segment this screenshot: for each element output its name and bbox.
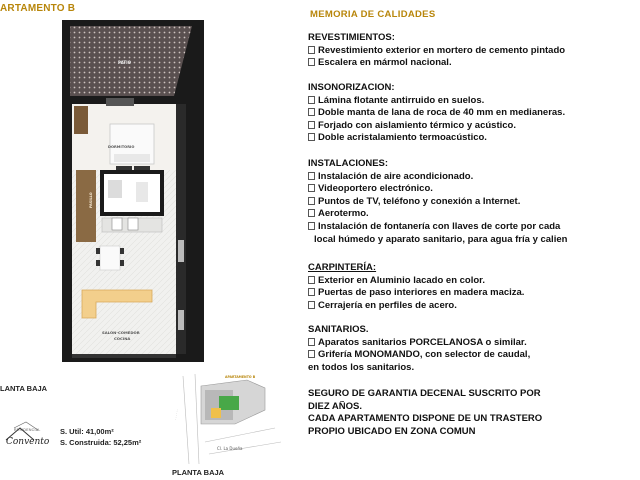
section-heading: INSTALACIONES: — [308, 158, 389, 169]
site-minimap — [165, 368, 285, 466]
footer-line: DIEZ AÑOS. — [308, 400, 363, 412]
checkbox-icon — [308, 172, 315, 180]
section-heading: INSONORIZACION: — [308, 82, 395, 93]
checkbox-icon — [308, 58, 315, 66]
minimap-street: Cl. La Dueña — [217, 446, 243, 451]
checkbox-icon — [308, 338, 315, 346]
floor-plan-drawing — [62, 20, 204, 362]
footer-line: PROPIO UBICADO EN ZONA COMUN — [308, 425, 476, 437]
list-item: Grifería MONOMANDO, con selector de caudal, — [308, 349, 640, 362]
checkbox-icon — [308, 133, 315, 141]
superficie-util: S. Util: 41,00m² — [60, 427, 114, 436]
section-instalaciones — [308, 158, 640, 246]
label-patio: PATIO — [118, 60, 131, 65]
list-item: Aparatos sanitarios PORCELANOSA o similar. — [308, 337, 640, 350]
footer-notes — [308, 388, 640, 438]
checkbox-icon — [308, 46, 315, 54]
svg-text:· · · · · ·: · · · · · · — [173, 409, 180, 421]
section-sanitarios — [308, 324, 640, 374]
label-salon: SALON-COMEDOR — [102, 330, 140, 335]
list-item: Doble acristalamiento termoacústico. — [308, 132, 640, 145]
checkbox-icon — [308, 96, 315, 104]
list-item: Instalación de fontanería con llaves de corte por cada — [308, 221, 640, 234]
list-item: Aerotermo. — [308, 208, 640, 221]
label-cocina: COCINA — [114, 336, 131, 341]
section-revestimientos — [308, 32, 640, 70]
patio-area — [70, 26, 192, 96]
section-heading: SANITARIOS. — [308, 324, 369, 335]
list-item: Puertas de paso interiores en madera maciza. — [308, 287, 640, 300]
floor-plan-panel — [0, 0, 290, 480]
list-item: Exterior en Aluminio lacado en color. — [308, 275, 640, 288]
checkbox-icon — [308, 121, 315, 129]
list-item: Lámina flotante antirruido en suelos. — [308, 95, 640, 108]
list-item: Forjado con aislamiento térmico y acústico. — [308, 120, 640, 133]
list-item: Instalación de aire acondicionado. — [308, 171, 640, 184]
superficie-construida: S. Construida: 52,25m² — [60, 438, 142, 447]
footer-line: CADA APARTAMENTO DISPONE DE UN TRASTERO — [308, 413, 543, 425]
label-dormitorio: DORMITORIO — [108, 145, 135, 149]
list-item-continuation: en todos los sanitarios. — [308, 361, 415, 373]
checkbox-icon — [308, 222, 315, 230]
list-item: Doble manta de lana de roca de 40 mm en medianeras. — [308, 107, 640, 120]
checkbox-icon — [308, 350, 315, 358]
checkbox-icon — [308, 209, 315, 217]
section-insonorizacion — [308, 82, 640, 145]
checkbox-icon — [308, 288, 315, 296]
label-pasillo: PASILLO — [89, 192, 93, 208]
checkbox-icon — [308, 301, 315, 309]
list-item: Videoportero electrónico. — [308, 183, 640, 196]
list-item: Revestimiento exterior en mortero de cemento pintado — [308, 45, 640, 58]
planta-baja-label-2: PLANTA BAJA — [172, 468, 225, 477]
checkbox-icon — [308, 108, 315, 116]
dining-table — [100, 246, 120, 270]
checkbox-icon — [308, 197, 315, 205]
logo-subtitle: RESIDENCIAL — [14, 428, 41, 432]
planta-baja-label: LANTA BAJA — [0, 384, 48, 393]
memoria-title: MEMORIA DE CALIDADES — [310, 9, 436, 20]
list-item: Puntos de TV, teléfono y conexión a Internet. — [308, 196, 640, 209]
floor-plan — [62, 20, 204, 362]
footer-line: SEGURO DE GARANTIA DECENAL SUSCRITO POR — [308, 388, 541, 399]
checkbox-icon — [308, 184, 315, 192]
checkbox-icon — [308, 276, 315, 284]
garden-area — [219, 396, 239, 410]
list-item: Escalera en mármol nacional. — [308, 57, 640, 70]
minimap-apartment-tag: APARTAMENTO B — [225, 375, 256, 379]
apartment-b-highlight — [211, 408, 221, 418]
logo-brand: Convento — [6, 437, 50, 447]
pasillo-floor — [76, 170, 96, 242]
list-item: Cerrajería en perfiles de acero. — [308, 300, 640, 313]
memoria-panel — [300, 0, 640, 480]
section-carpinteria — [308, 262, 640, 312]
list-item-continuation: local húmedo y aparato sanitario, para agua fría y calien — [314, 233, 568, 245]
apartment-title: ARTAMENTO B — [0, 3, 76, 14]
section-heading: CARPINTERÍA: — [308, 262, 377, 273]
section-heading: REVESTIMIENTOS: — [308, 32, 395, 43]
